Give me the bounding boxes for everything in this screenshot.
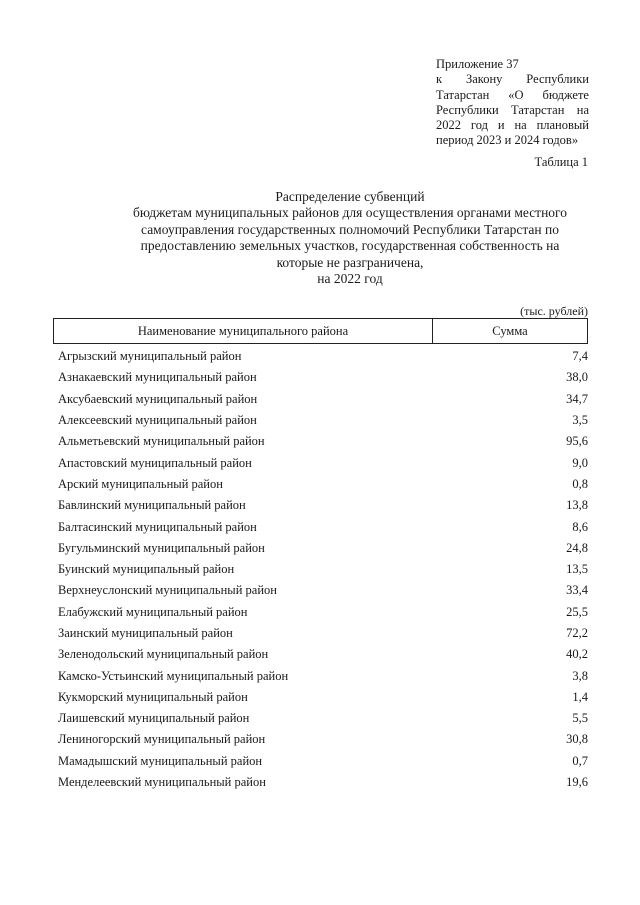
title-line: Распределение субвенций xyxy=(275,189,425,204)
district-amount: 40,2 xyxy=(566,647,588,662)
table-row xyxy=(58,538,588,559)
district-name: Арский муниципальный район xyxy=(58,476,223,491)
table-row xyxy=(58,665,588,686)
district-name: Апастовский муниципальный район xyxy=(58,455,252,470)
table-row xyxy=(58,495,588,516)
table-row xyxy=(58,602,588,623)
table-row xyxy=(58,431,588,452)
district-amount: 25,5 xyxy=(566,604,588,619)
appendix-line: Приложение 37 xyxy=(436,57,519,71)
district-amount: 33,4 xyxy=(566,583,588,598)
appendix-block xyxy=(436,57,589,149)
district-amount: 38,0 xyxy=(566,370,588,385)
district-amount: 13,8 xyxy=(566,498,588,513)
district-name: Лаишевский муниципальный район xyxy=(58,711,250,726)
district-name: Бавлинский муниципальный район xyxy=(58,498,246,513)
district-amount: 8,6 xyxy=(572,519,588,534)
table-row xyxy=(58,580,588,601)
district-amount: 7,4 xyxy=(572,349,588,364)
title-line: бюджетам муниципальных районов для осуществления органами местного xyxy=(132,205,568,221)
units-label: (тыс. рублей) xyxy=(520,304,588,318)
appendix-line: к Закону Республики xyxy=(436,72,589,87)
table-row xyxy=(58,708,588,729)
district-name: Елабужский муниципальный район xyxy=(58,604,248,619)
table-row xyxy=(58,389,588,410)
district-name: Лениногорский муниципальный район xyxy=(58,732,266,747)
appendix-line: Татарстан «О бюджете xyxy=(436,87,589,102)
district-name: Верхнеуслонский муниципальный район xyxy=(58,583,277,598)
title-line: на 2022 год xyxy=(317,271,383,287)
district-amount: 3,5 xyxy=(572,413,588,428)
district-amount: 34,7 xyxy=(566,391,588,406)
district-name: Зеленодольский муниципальный район xyxy=(58,647,269,662)
district-name: Менделеевский муниципальный район xyxy=(58,775,266,790)
table-row xyxy=(58,623,588,644)
table-row xyxy=(58,410,588,431)
header-amount: Сумма xyxy=(492,323,528,338)
table-row xyxy=(58,452,588,473)
table-body xyxy=(58,346,588,793)
title-line: которые не разграничена, xyxy=(276,254,424,270)
district-name: Балтасинский муниципальный район xyxy=(58,519,257,534)
title-line: предоставлению земельных участков, государственная собственность на xyxy=(140,238,560,254)
district-amount: 1,4 xyxy=(572,689,588,704)
header-name: Наименование муниципального района xyxy=(54,319,433,343)
district-amount: 24,8 xyxy=(566,540,588,555)
district-name: Алексеевский муниципальный район xyxy=(58,413,257,428)
district-name: Мамадышский муниципальный район xyxy=(58,753,263,768)
appendix-line: Республики Татарстан на xyxy=(436,102,589,117)
district-name: Аксубаевский муниципальный район xyxy=(58,391,258,406)
table-row xyxy=(58,644,588,665)
appendix-line: период 2023 и 2024 годов» xyxy=(436,133,579,148)
district-name: Азнакаевский муниципальный район xyxy=(58,370,257,385)
district-amount: 13,5 xyxy=(566,562,588,577)
district-amount: 19,6 xyxy=(566,775,588,790)
district-name: Камско-Устьинский муниципальный район xyxy=(58,668,289,683)
district-amount: 72,2 xyxy=(566,626,588,640)
district-name: Бугульминский муниципальный район xyxy=(58,540,265,555)
district-amount: 9,0 xyxy=(572,455,588,470)
title-line: самоуправления государственных полномочий Республики Татарстан по xyxy=(141,221,559,237)
table-row xyxy=(58,474,588,495)
table-row xyxy=(58,559,588,580)
table-row xyxy=(58,751,588,772)
document-title xyxy=(80,189,620,287)
district-amount: 5,5 xyxy=(572,711,588,726)
table-label: Таблица 1 xyxy=(534,155,588,169)
district-name: Агрызский муниципальный район xyxy=(58,349,242,364)
district-name: Заинский муниципальный район xyxy=(58,626,233,640)
district-amount: 3,8 xyxy=(572,668,588,683)
district-amount: 30,8 xyxy=(566,732,588,747)
district-name: Буинский муниципальный район xyxy=(58,562,235,577)
table-row xyxy=(58,687,588,708)
appendix-line: 2022 год и на плановый xyxy=(436,118,589,133)
table-row xyxy=(58,346,588,367)
table-header xyxy=(53,318,588,344)
table-row xyxy=(58,729,588,750)
district-amount: 95,6 xyxy=(566,434,588,449)
district-name: Кукморский муниципальный район xyxy=(58,689,248,704)
table-row xyxy=(58,367,588,388)
table-row xyxy=(58,516,588,537)
table-row xyxy=(58,772,588,793)
district-name: Альметьевский муниципальный район xyxy=(58,434,265,449)
district-amount: 0,8 xyxy=(572,476,588,491)
district-amount: 0,7 xyxy=(572,753,588,768)
